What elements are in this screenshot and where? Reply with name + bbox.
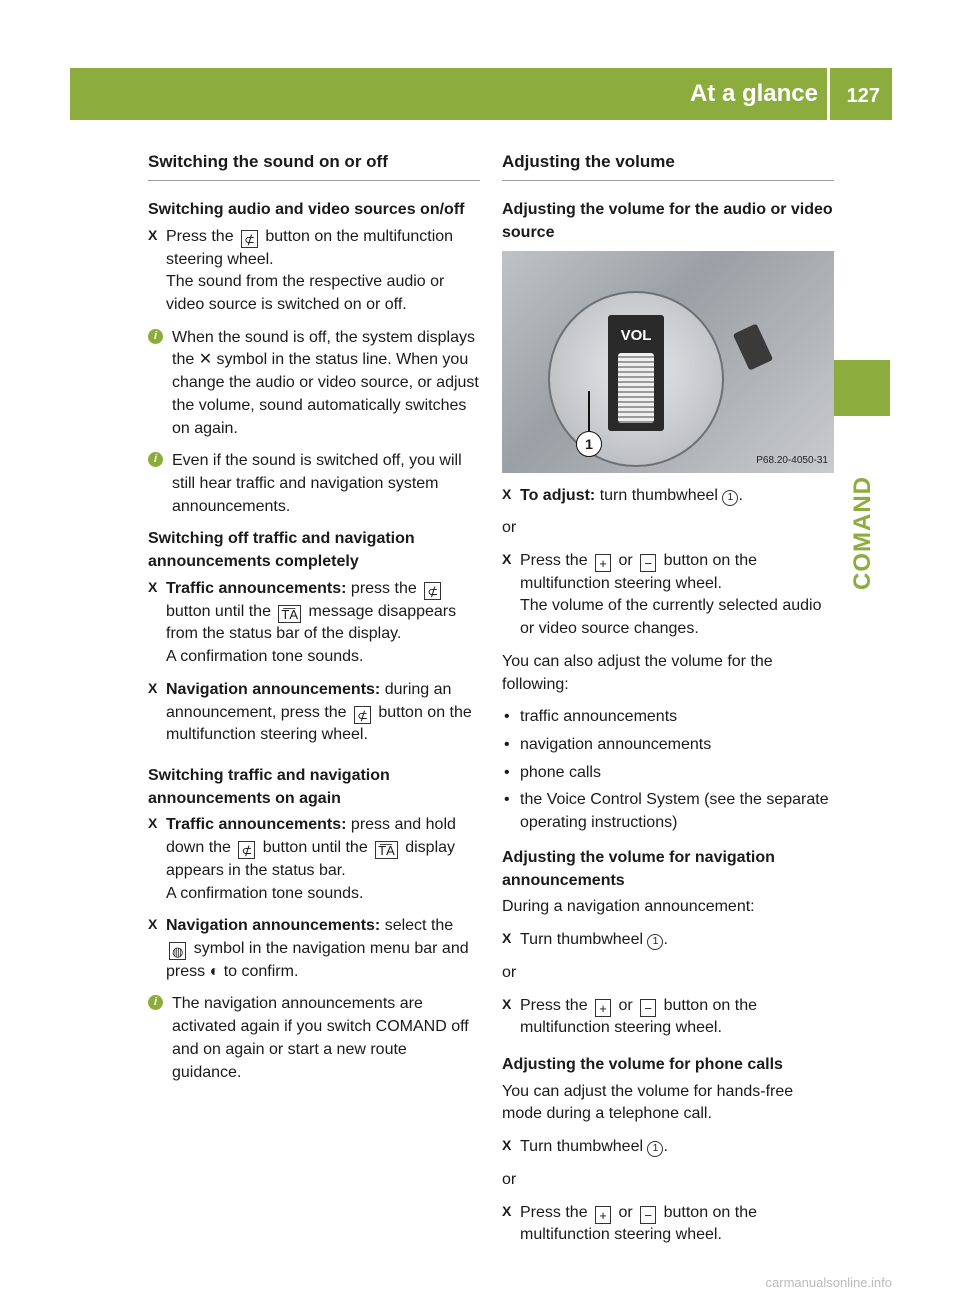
- steering-wheel-control-icon: [733, 323, 773, 370]
- step-arrow-icon: X: [148, 226, 158, 243]
- bullet-icon: •: [504, 708, 510, 726]
- info-icon: i: [148, 329, 163, 344]
- right-column: [502, 150, 834, 1257]
- instruction-step: X Press the + or − button on the multifunction steering wheel.: [502, 1202, 758, 1244]
- minus-button-icon: −: [640, 999, 656, 1017]
- footer-watermark: carmanualsonline.info: [765, 1275, 892, 1290]
- instruction-step: X Press the ⊄ button on the multifunction steering wheel. The sound from the respective audio or video source is switched on or off.: [148, 226, 454, 313]
- mute-status-icon: ✕: [198, 351, 213, 369]
- section-heading: Adjusting the volume: [502, 150, 834, 181]
- mute-button-icon: ⊄: [241, 230, 258, 248]
- section-heading: Switching the sound on or off: [148, 150, 480, 181]
- header-bar: [70, 68, 892, 120]
- photo-zoom-circle: [548, 291, 724, 467]
- list-item: • traffic announcements: [502, 706, 834, 729]
- subheading: Adjusting the volume for navigation announcements: [502, 848, 775, 889]
- instruction-step: X Traffic announcements: press the ⊄ button until the T͞A message disappears from the status bar of the display. A confirmation tone sounds.: [148, 578, 457, 666]
- plus-button-icon: +: [595, 1206, 611, 1224]
- step-arrow-icon: X: [502, 995, 512, 1012]
- info-note: i When the sound is off, the system displays the ✕ symbol in the status line. When you change the audio or video source, or adjust the volume, sound automatically switches on again.: [148, 327, 480, 441]
- subheading: Switching traffic and navigation announcements on again: [148, 766, 390, 807]
- side-tab-label: COMAND: [849, 476, 876, 590]
- or-text: or: [502, 519, 517, 537]
- step-arrow-icon: X: [148, 578, 158, 595]
- step-result: The sound from the respective audio or video source is switched on or off.: [166, 273, 445, 313]
- step-arrow-icon: X: [502, 1137, 512, 1154]
- callout-1-icon: 1: [647, 934, 663, 950]
- photo-code: P68.20-4050-31: [756, 455, 828, 467]
- instruction-step: X Navigation announcements: select the ◍ symbol in the navigation menu bar and press ◐ to confirm.: [148, 916, 469, 980]
- thumbwheel: [618, 353, 654, 423]
- step-result: A confirmation tone sounds.: [166, 884, 364, 902]
- instruction-step: X Press the + or − button on the multifunction steering wheel.: [502, 995, 758, 1037]
- instruction-step: X Press the + or − button on the multifunction steering wheel. The volume of the currently selected audio or video source changes.: [502, 551, 822, 638]
- instruction-step: X Traffic announcements: press and hold down the ⊄ button until the T͞A display appears in the status bar. A confirmation tone sounds.: [148, 815, 456, 902]
- info-note: i The navigation announcements are activated again if you switch COMAND off and on again or start a new route guidance.: [148, 993, 480, 1084]
- callout-line: [588, 391, 590, 433]
- section-title: At a glance: [689, 80, 818, 107]
- bullet-icon: •: [504, 736, 510, 754]
- paragraph: You can also adjust the volume for the following:: [502, 652, 773, 693]
- list-item: • phone calls: [502, 762, 834, 785]
- voice-wave-icon: ◍: [169, 942, 186, 960]
- side-tab-marker: [834, 360, 890, 416]
- step-result: The volume of the currently selected audio or video source changes.: [520, 597, 822, 638]
- or-text: or: [502, 1170, 517, 1188]
- callout-1-icon: 1: [722, 490, 738, 506]
- mute-button-icon: ⊄: [424, 582, 441, 600]
- mute-button-icon: ⊄: [238, 841, 255, 859]
- plus-button-icon: +: [595, 554, 611, 572]
- mute-button-icon: ⊄: [354, 706, 371, 724]
- or-text: or: [502, 963, 517, 981]
- list-item: • navigation announcements: [502, 734, 834, 757]
- traffic-announcement-icon: T͞A: [278, 605, 301, 623]
- subheading: Switching off traffic and navigation announcements completely: [148, 530, 415, 571]
- callout-1-icon: 1: [647, 1141, 663, 1157]
- instruction-step: X To adjust: turn thumbwheel 1 .: [502, 485, 743, 504]
- paragraph: You can adjust the volume for hands-free mode during a telephone call.: [502, 1082, 794, 1123]
- step-arrow-icon: X: [502, 485, 512, 502]
- instruction-step: X Navigation announcements: during an announcement, press the ⊄ button on the multifunction steering wheel.: [148, 679, 472, 744]
- vol-thumbwheel-photo: [502, 251, 834, 473]
- subheading: Adjusting the volume for the audio or video source: [502, 201, 833, 241]
- controller-knob-icon: ◐: [209, 962, 220, 980]
- step-arrow-icon: X: [148, 815, 158, 832]
- bullet-icon: •: [504, 791, 510, 809]
- vol-label: VOL: [620, 326, 652, 344]
- plus-button-icon: +: [595, 999, 611, 1017]
- step-arrow-icon: X: [502, 930, 512, 947]
- instruction-step: X Turn thumbwheel 1 .: [502, 930, 668, 949]
- minus-button-icon: −: [640, 1206, 656, 1224]
- step-result: A confirmation tone sounds.: [166, 648, 364, 666]
- info-icon: i: [148, 452, 163, 467]
- info-icon: i: [148, 995, 163, 1010]
- callout-number: 1: [576, 431, 602, 457]
- step-arrow-icon: X: [148, 916, 158, 933]
- instruction-step: X Turn thumbwheel 1 .: [502, 1137, 668, 1156]
- subheading: Adjusting the volume for phone calls: [502, 1055, 783, 1073]
- left-column: [148, 150, 480, 1094]
- step-arrow-icon: X: [148, 679, 158, 696]
- list-item: • the Voice Control System (see the separate operating instructions): [504, 791, 829, 832]
- subheading: Switching audio and video sources on/off: [148, 201, 465, 219]
- info-note: i Even if the sound is switched off, you will still hear traffic and navigation system announcements.: [148, 450, 480, 518]
- paragraph: During a navigation announcement:: [502, 898, 755, 916]
- step-arrow-icon: X: [502, 551, 512, 567]
- traffic-announcement-icon: T͞A: [375, 841, 398, 859]
- bullet-icon: •: [504, 763, 510, 781]
- page-number: 127: [846, 85, 880, 107]
- minus-button-icon: −: [640, 554, 656, 572]
- step-arrow-icon: X: [502, 1202, 512, 1219]
- vol-thumbwheel-icon: [608, 315, 664, 431]
- header-divider: [827, 68, 830, 120]
